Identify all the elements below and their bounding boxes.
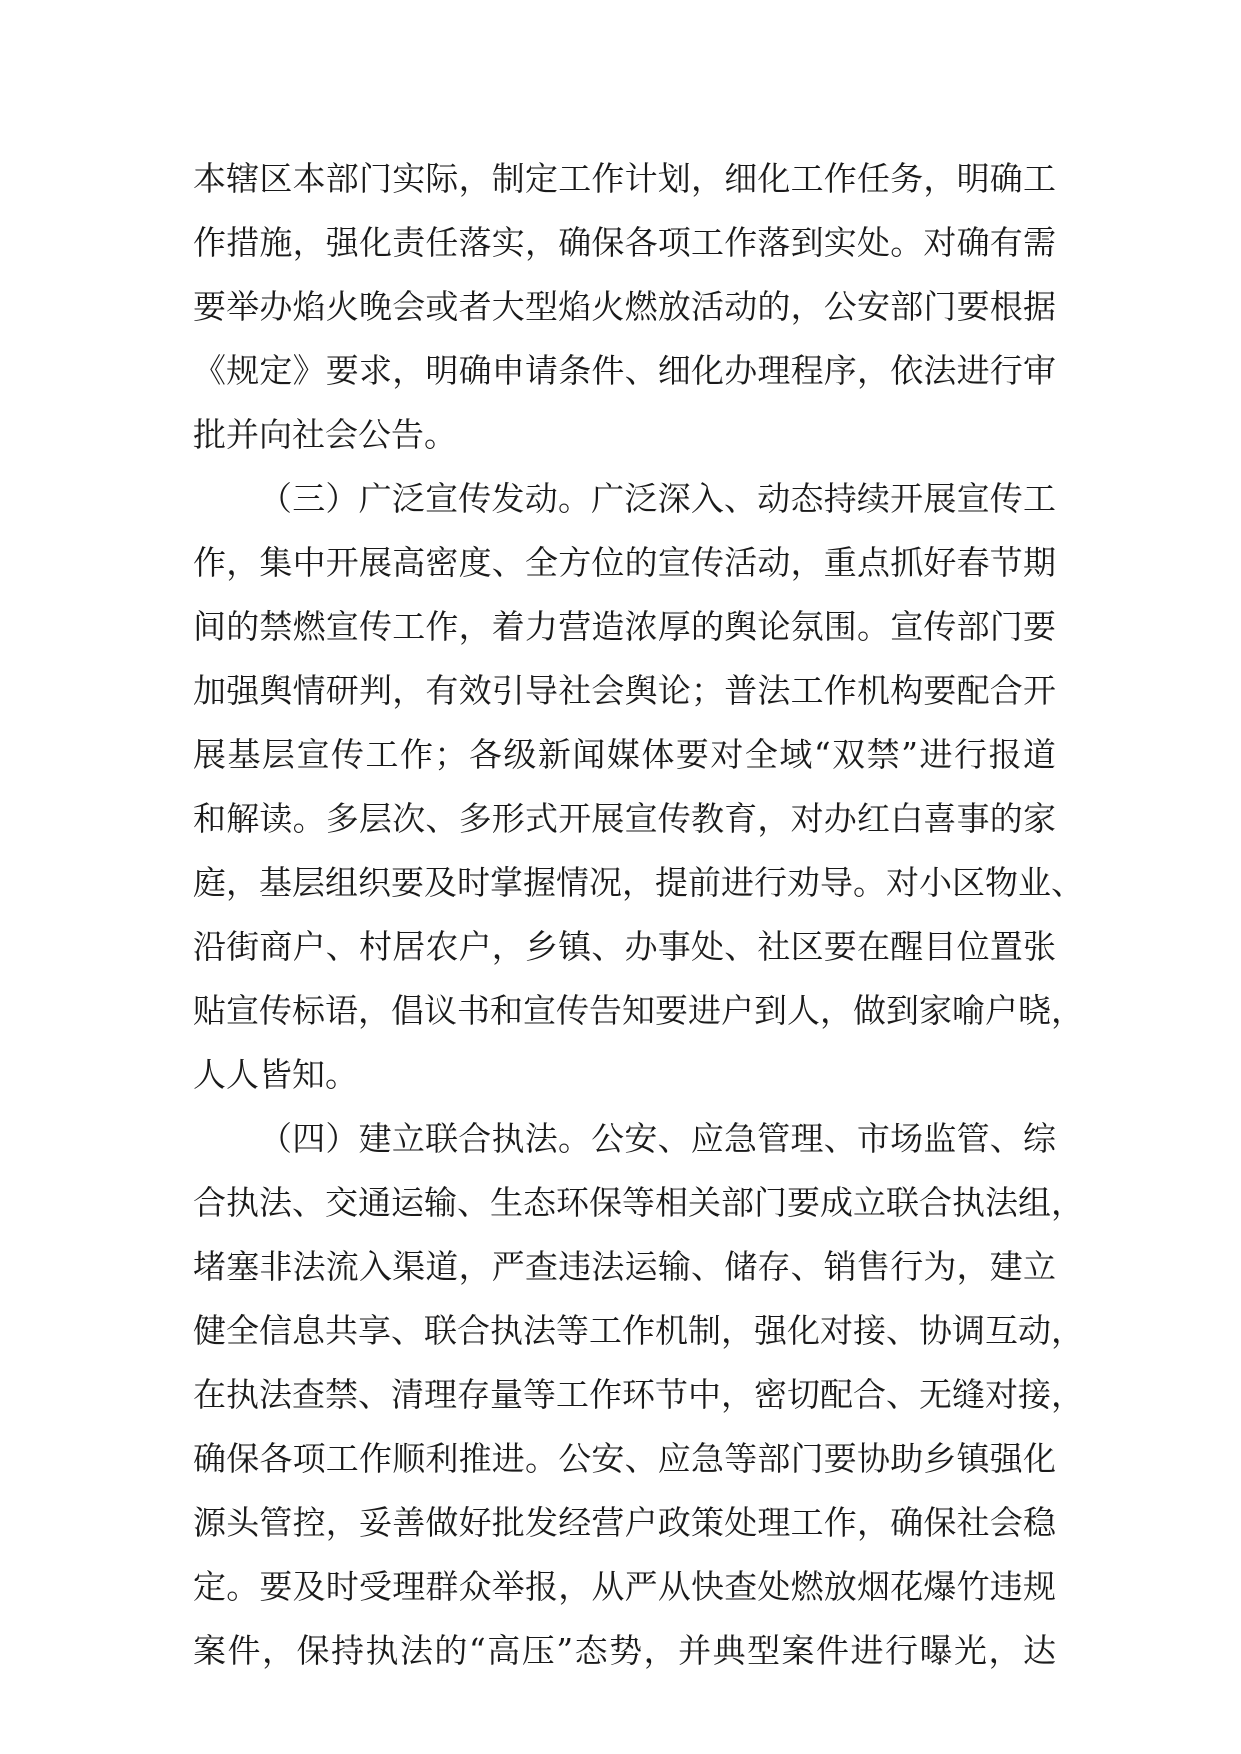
text-line: 人人皆知。	[193, 1055, 358, 1094]
text-line: 定。要及时受理群众举报，从严从快查处燃放烟花爆竹违规	[193, 1567, 1056, 1606]
text-line: 《规定》要求，明确申请条件、细化办理程序，依法进行审	[193, 351, 1056, 390]
text-line: 间的禁燃宣传工作，着力营造浓厚的舆论氛围。宣传部门要	[193, 607, 1056, 646]
text-line: 作措施，强化责任落实，确保各项工作落到实处。对确有需	[193, 223, 1056, 262]
text-line: 和解读。多层次、多形式开展宣传教育，对办红白喜事的家	[193, 799, 1056, 838]
text-line: 合执法、交通运输、生态环保等相关部门要成立联合执法组，	[193, 1183, 1084, 1222]
text-line: 批并向社会公告。	[193, 415, 457, 454]
text-line: 沿街商户、村居农户，乡镇、办事处、社区要在醒目位置张	[193, 927, 1056, 966]
text-line: 源头管控，妥善做好批发经营户政策处理工作，确保社会稳	[193, 1503, 1056, 1542]
text-line: 确保各项工作顺利推进。公安、应急等部门要协助乡镇强化	[193, 1439, 1056, 1478]
text-line: 贴宣传标语，倡议书和宣传告知要进户到人，做到家喻户晓，	[193, 991, 1084, 1030]
section-heading-line: （四）建立联合执法。公安、应急管理、市场监管、综	[259, 1119, 1056, 1158]
text-line: 案件，保持执法的“高压”态势，并典型案件进行曝光，达	[193, 1631, 1056, 1670]
text-line: 本辖区本部门实际，制定工作计划，细化工作任务，明确工	[193, 159, 1056, 198]
section-heading-line: （三）广泛宣传发动。广泛深入、动态持续开展宣传工	[259, 479, 1056, 518]
text-line: 展基层宣传工作；各级新闻媒体要对全域“双禁”进行报道	[193, 735, 1056, 774]
text-line: 庭，基层组织要及时掌握情况，提前进行劝导。对小区物业、	[193, 863, 1084, 902]
text-line: 堵塞非法流入渠道，严查违法运输、储存、销售行为，建立	[193, 1247, 1056, 1286]
text-line: 健全信息共享、联合执法等工作机制，强化对接、协调互动，	[193, 1311, 1084, 1350]
text-line: 加强舆情研判，有效引导社会舆论；普法工作机构要配合开	[193, 671, 1056, 710]
text-line: 要举办焰火晚会或者大型焰火燃放活动的，公安部门要根据	[193, 287, 1056, 326]
text-line: 在执法查禁、清理存量等工作环节中，密切配合、无缝对接，	[193, 1375, 1084, 1414]
text-line: 作，集中开展高密度、全方位的宣传活动，重点抓好春节期	[193, 543, 1056, 582]
